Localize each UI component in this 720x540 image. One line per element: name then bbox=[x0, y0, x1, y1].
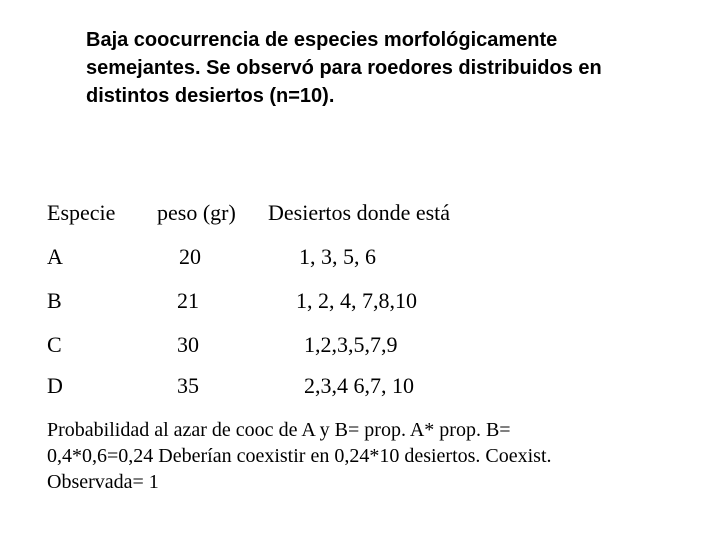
row-a-peso: 20 bbox=[179, 244, 201, 269]
footer-line-2: 0,4*0,6=0,24 Deberían coexistir en 0,24*10 desiertos. Coexist. bbox=[47, 445, 552, 467]
title-line-2: semejantes. Se observó para roedores distribuidos en bbox=[86, 57, 602, 79]
header-desiertos: Desiertos donde está bbox=[268, 200, 451, 225]
row-c-especie: C bbox=[47, 332, 62, 357]
row-b-especie: B bbox=[47, 288, 62, 313]
header-peso: peso (gr) bbox=[157, 200, 236, 225]
title-line-1: Baja coocurrencia de especies morfológicamente bbox=[86, 29, 558, 51]
row-b-peso: 21 bbox=[177, 288, 199, 313]
row-a-desiertos: 1, 3, 5, 6 bbox=[299, 244, 376, 269]
row-d-especie: D bbox=[47, 373, 63, 398]
row-b-desiertos: 1, 2, 4, 7,8,10 bbox=[296, 288, 417, 313]
row-d-desiertos: 2,3,4 6,7, 10 bbox=[304, 373, 414, 398]
header-especie: Especie bbox=[47, 200, 116, 225]
footer-line-3: Observada= 1 bbox=[47, 471, 159, 493]
probability-note bbox=[47, 417, 697, 495]
row-c-desiertos: 1,2,3,5,7,9 bbox=[304, 332, 398, 357]
title-line-3: distintos desiertos (n=10). bbox=[86, 85, 335, 107]
row-a-especie: A bbox=[47, 244, 63, 269]
row-d-peso: 35 bbox=[177, 373, 199, 398]
page-title bbox=[86, 26, 686, 110]
row-c-peso: 30 bbox=[177, 332, 199, 357]
footer-line-1: Probabilidad al azar de cooc de A y B= prop. A* prop. B= bbox=[47, 419, 511, 441]
